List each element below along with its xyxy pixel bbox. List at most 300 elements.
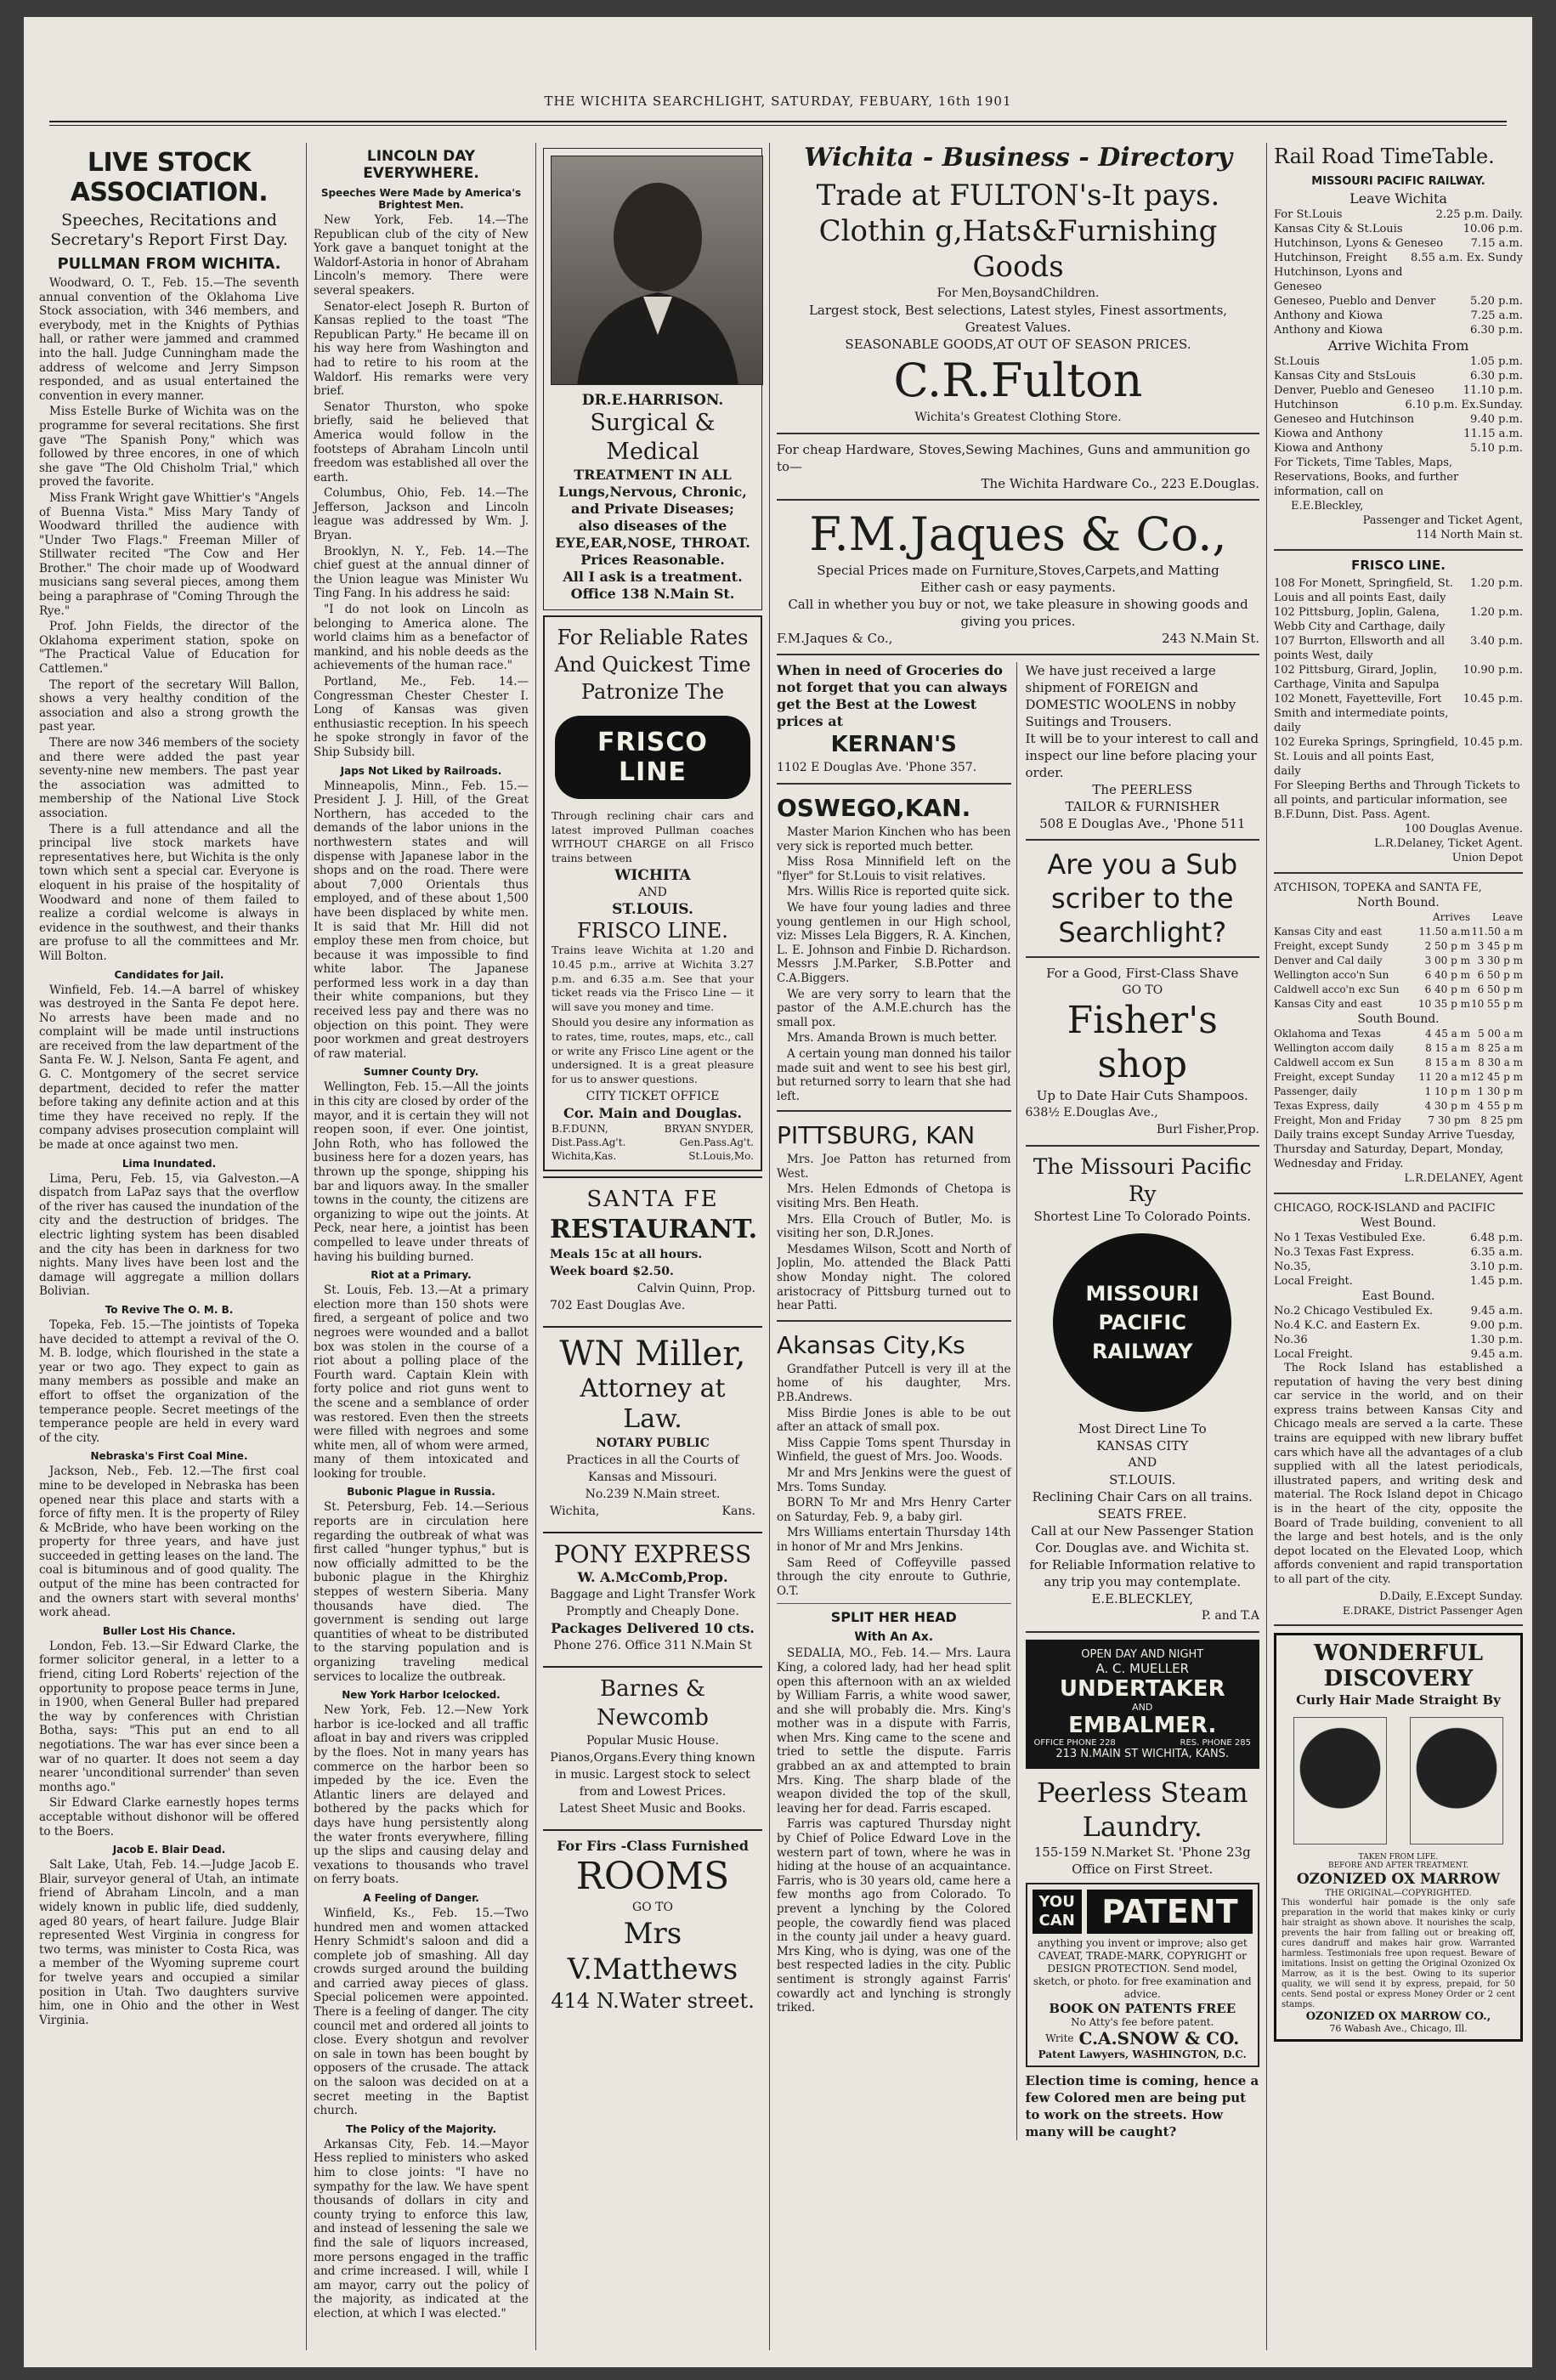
frisco-sig: 100 Douglas Avenue. — [1404, 823, 1523, 836]
harrison-line: Lungs,Nervous, Chronic, — [558, 484, 747, 500]
patent-book: BOOK ON PATENTS FREE — [1049, 2001, 1236, 2016]
mueller-line: UNDERTAKER — [1059, 1676, 1225, 1702]
paragraph: Master Marion Kinchen who has been very sick is reported much better. — [777, 825, 1011, 853]
timetable-cell: 11.10 p.m. — [1463, 384, 1523, 397]
column-rule — [769, 143, 770, 2350]
section-head: To Revive The O. M. B. — [105, 1303, 234, 1316]
paragraph: There is a full attendance and all the principal live stock markets have representatives here, but Wichita is the only town which sent a special car. Everyone is eloquent in his praise of the hospitality of Woodward and none of them failed to realize a cordial welcome is always in evidence in the southwest, and their thanks are profuse to all the committees and Mr. Will Bolton. — [39, 822, 299, 963]
peerless-name: The PEERLESS — [1092, 782, 1193, 797]
portrait-figure — [552, 156, 763, 385]
paragraph: St. Petersburg, Feb. 14.—Serious reports are in circulation here regarding the outbreak of what was first called "hunger typhus," but is now officially admitted to be the bubonic plague in the Khirghiz steppes of western Siberia. Many thousands have died. The government is sending out large quantities of wheat to be distributed to the starving population and is organizing traveling medical services to localize the outbreak. — [314, 1500, 529, 1684]
paragraph: "I do not look on Lincoln as belonging to America alone. The world claims him as a benefactor of mankind, and his noble deeds as the achievements of the human race." — [314, 603, 529, 673]
column-3 — [538, 143, 767, 2350]
paragraph: London, Feb. 13.—Sir Edward Clarke, the former solicitor general, in a letter to a friend, citing Lord Roberts' rejection of the opportunity to propose peace terms in June, in 1900, when General Buller had prepared the way by conferences with Christian Botha, says: "This put an end to all negotiations. The war has ever since been a war of no quarter. It does not seem a day nearer 'unconditional surrender' than seven months ago." — [39, 1639, 299, 1794]
directory-title: Wichita - Business - Directory — [804, 143, 1232, 173]
paragraph: Arkansas City, Feb. 14.—Mayor Hess replied to ministers who asked him to close joints: "I have no sympathy for the law. We have spent thousands of dollars in city and county trying to enforce this law, and instead of lessening the sale we find the sale of liquors increased, more persons engaged in the traffic and crime increased. I will, while I am mayor, carry out the policy of the majority, as indicated at the election, at which I was elected." — [314, 2137, 529, 2320]
paragraph: Mrs. Willis Rice is reported quite sick. — [787, 885, 1010, 899]
mopac-arrive: Arrive Wichita From — [1327, 337, 1469, 354]
article-body — [314, 779, 529, 1062]
column-4a — [777, 662, 1017, 2140]
laundry-line: Peerless Steam — [1036, 1776, 1248, 1809]
pony-line: Baggage and Light Transfer Work — [550, 1588, 755, 1602]
timetable-cell: 10 55 p m — [1470, 998, 1523, 1010]
timetable-row — [1274, 207, 1523, 222]
paragraph: Mrs. Ella Crouch of Butler, Mo. is visiting her son, D.R.Jones. — [777, 1212, 1011, 1241]
ad-rooms — [543, 1829, 762, 2021]
fulton-line: Greatest Values. — [965, 320, 1072, 335]
separator — [777, 654, 1259, 655]
subhead-lincoln: Speeches Were Made by America's Brightest Men. — [320, 187, 522, 211]
separator — [1274, 1193, 1523, 1194]
atchison-head: ATCHISON, TOPEKA and SANTA FE, — [1274, 881, 1482, 894]
searchlight-line: Are you a Sub — [1047, 848, 1238, 881]
mopac-sig: P. and T.A — [1201, 1609, 1259, 1623]
paragraph: Mr and Mrs Jenkins were the guest of Mrs. Toms Sunday. — [777, 1465, 1011, 1494]
split-body — [777, 1646, 1011, 2014]
santafe-line: RESTAURANT. — [550, 1215, 758, 1245]
mueller-line: OFFICE PHONE 228 — [1033, 1738, 1116, 1748]
timetable-cell: For St.Louis — [1274, 208, 1343, 221]
timetable-cell: 8.55 a.m. Ex. Sundy — [1411, 252, 1523, 264]
oswego-body — [777, 825, 1011, 1103]
separator — [1274, 1624, 1523, 1626]
ad-barnes-newcomb — [543, 1666, 762, 1824]
paragraph: We are very sorry to learn that the pastor of the A.M.E.church has the small pox. — [777, 987, 1011, 1029]
fulton-name: C.R.Fulton — [893, 354, 1143, 407]
timetable-row — [1274, 939, 1523, 954]
column-4b — [1026, 662, 1260, 2140]
timetable-row — [1274, 294, 1523, 309]
harrison-line: All I ask is a treatment. — [563, 569, 743, 585]
paragraph: SEDALIA, MO., Feb. 14.— Mrs. Laura King, a colored lady, had her head split open this afternoon with an ax wielded by William Farris, a white wood sawer, and she will probably die. Mrs. King's mother was in a dispute with Farris, when Mrs. King came to the scene and tried to settle the dispute. Farris grabbed an ax and attempted to brain Mrs. King. The sharp blade of the weapon divided the top of the skull, leaving her for dead. Farris escaped. — [777, 1646, 1011, 1816]
santafe-prop: Calvin Quinn, Prop. — [637, 1282, 755, 1296]
timetable-row — [1274, 634, 1523, 663]
pony-line: Promptly and Cheaply Done. — [566, 1605, 739, 1619]
paragraph: Mrs. Amanda Brown is much better. — [787, 1031, 998, 1046]
patent-fee: No Atty's fee before patent. — [1071, 2016, 1214, 2028]
timetable-row — [1274, 1085, 1523, 1099]
timetable-cell: Kiowa and Anthony — [1274, 428, 1383, 440]
mueller-line: EMBALMER. — [1068, 1713, 1217, 1738]
timetable-cell: 4 30 p m — [1424, 1100, 1470, 1112]
jaques-line: Call in whether you buy or not, we take pleasure in showing goods and giving you prices. — [788, 597, 1248, 629]
separator — [1026, 839, 1260, 841]
timetable-cell: 6.35 a.m. — [1470, 1246, 1523, 1259]
election-note: Election time is coming, hence a few Colored men are being put to work on the streets. How many will be caught? — [1025, 2073, 1259, 2139]
section-head: Candidates for Jail. — [114, 968, 224, 981]
timetable-row — [1274, 1070, 1523, 1085]
separator — [777, 783, 1011, 785]
timetable-cell: 11.15 a.m. — [1463, 428, 1523, 440]
section-head: Bubonic Plague in Russia. — [347, 1486, 495, 1499]
timetable-cell: 8 30 a m — [1478, 1057, 1523, 1068]
timetable-row — [1274, 398, 1523, 412]
rock-head: CHICAGO, ROCK-ISLAND and PACIFIC — [1274, 1202, 1496, 1215]
paragraph: Wellington, Feb. 15.—All the joints in this city are closed by order of the mayor, and it is certain they will not reopen soon, if ever. One jointist, John Roth, who has followed the business here for a dozen years, has thrown up the sponge, shipping his bar and liquors away. In the smaller towns in the county, the citizens are organizing to wipe out the joints. At Peck, near here, a jointist has been compelled to leave under threats of having his building burned. — [314, 1080, 529, 1264]
rock-sig: E.DRAKE, District Passenger Agen — [1343, 1604, 1523, 1617]
timetable-cell: 1.30 p.m. — [1470, 1334, 1523, 1346]
timetable-cell: 8 15 a m — [1425, 1057, 1470, 1068]
fulton-line: Largest stock, Best selections, Latest styles, Finest assortments, — [808, 303, 1228, 318]
timetable-row — [1274, 997, 1523, 1012]
pittsburg-head: PITTSBURG, KAN — [777, 1121, 976, 1150]
miller-name: WN Miller, — [559, 1334, 746, 1374]
rooms-line: 414 N.Water street. — [551, 1989, 755, 2014]
mopac-line: ST.LOUIS. — [1109, 1472, 1176, 1488]
barnes-line: Pianos,Organs.Every thing known — [550, 1751, 755, 1765]
ad-patent — [1026, 1883, 1260, 2067]
laundry-line: Laundry. — [1082, 1810, 1202, 1843]
timetable-cell: Denver, Pueblo and Geneseo — [1274, 384, 1434, 397]
timetable-cell: 10.06 p.m. — [1463, 223, 1523, 235]
timetable-cell: 1.20 p.m. — [1470, 577, 1523, 590]
timetable-cell: No 1 Texas Vestibuled Exe. — [1274, 1232, 1426, 1244]
timetable-cell: No.4 K.C. and Eastern Ex. — [1274, 1319, 1421, 1332]
mopac-head: MISSOURI PACIFIC RAILWAY. — [1311, 175, 1485, 188]
peerless-body: We have just received a large shipment of FOREIGN and DOMESTIC WOOLENS in nobby Suitings and Trousers. — [1025, 663, 1236, 729]
split-sub: With An Ax. — [854, 1630, 934, 1645]
frisco-agent2: BRYAN SNYDER, — [664, 1123, 754, 1136]
column-rule — [1266, 143, 1267, 2350]
timetable-cell: 4 45 a m — [1425, 1028, 1470, 1040]
pony-line: W. A.McComb,Prop. — [577, 1569, 728, 1586]
frisco-body: Should you desire any information as to rates, time, routes, maps, etc., call or write any Frisco Line agent or the undersigned. It is a great pleasure for us to answer questions. — [552, 1016, 754, 1085]
section-head: Lima Inundated. — [122, 1157, 217, 1170]
timetable-row — [1274, 1245, 1523, 1260]
article-body — [314, 2138, 529, 2321]
timetable-row — [1274, 968, 1523, 983]
mueller-line: 213 N.MAIN ST WICHITA, KANS. — [1055, 1748, 1230, 1760]
ad-harrison — [543, 148, 762, 610]
timetable-cell: 6 50 p m — [1477, 983, 1523, 995]
rooms-line: Mrs V.Matthews — [567, 1917, 738, 1987]
timetable-cell: Local Freight. — [1274, 1348, 1353, 1361]
harrison-line: and Private Diseases; — [571, 501, 734, 517]
timetable-cell: 6.30 p.m. — [1470, 370, 1523, 382]
ad-hardware — [777, 441, 1259, 492]
timetable-cell: Kansas City and StsLouis — [1274, 370, 1416, 382]
column-rule — [306, 143, 307, 2350]
harrison-line: TREATMENT IN ALL — [574, 467, 732, 483]
ox-body: This wonderful hair pomade is the only safe preparation in the world that makes kinky or curly hair straight as shown above. It nourishes the scalp, prevents the hair from falling out or breaking off, cures dandruff and makes hair grow. Warranted harmless. Testimonials free upon request. Beware of imitations. Insist on getting the Original Ozonized Ox Marrow, as it is the best. Owing to its superior quality, we will send it by express, prepaid, for 50 cents. Send postal or express Money Order or 2 cent stamps. — [1282, 1897, 1515, 2009]
ad-fisher — [1026, 965, 1260, 1138]
frisco-sig: Union Depot — [1451, 852, 1523, 864]
timetable-cell: 1 30 p m — [1477, 1085, 1523, 1097]
article-body — [39, 1858, 299, 2027]
ad-kernan — [777, 662, 1011, 776]
timetable-cell: St.Louis — [1274, 355, 1320, 368]
ad-ox-marrow — [1274, 1633, 1523, 2042]
timetable-cell: Hutchinson — [1274, 399, 1338, 411]
timetable-cell: Geneseo, Pueblo and Denver — [1274, 295, 1436, 308]
fisher-line: Up to Date Hair Cuts Shampoos. — [1036, 1088, 1248, 1103]
rock-east-table — [1274, 1304, 1523, 1362]
article-body — [314, 1080, 529, 1264]
searchlight-line: scriber to the — [1051, 882, 1234, 915]
paragraph: Miss Estelle Burke of Wichita was on the programme for several recitations. She first gave "The Spanish Pony," which was followed by three encores, in one of which she gave "The Old Chisholm Trial," which proved the favorite. — [39, 405, 299, 490]
timetable-cell: 10.90 p.m. — [1463, 664, 1523, 677]
article-body — [314, 213, 529, 760]
timetable-row — [1274, 1099, 1523, 1114]
timetable-row — [1274, 983, 1523, 997]
timetable-cell: 9.45 a.m. — [1470, 1348, 1523, 1361]
atchison-col-head: Leave — [1491, 911, 1523, 923]
column-1 — [34, 143, 304, 2350]
timetable-cell: 6.30 p.m. — [1470, 324, 1523, 337]
hardware-line: For cheap Hardware, Stoves,Sewing Machines, Guns and ammunition go to— — [777, 442, 1251, 474]
harrison-line: Office 138 N.Main St. — [570, 586, 735, 602]
timetable-row — [1274, 1260, 1523, 1274]
timetable-cell: 9.40 p.m. — [1470, 413, 1523, 426]
paragraph: A certain young man donned his tailor made suit and went to see his best girl, but returned sorry to learn that she had left. — [777, 1046, 1011, 1103]
frisco-line-name: FRISCO LINE. — [577, 919, 728, 944]
paragraph: Miss Rosa Minnifield left on the "flyer" for St.Louis to visit relatives. — [777, 855, 1011, 883]
pittsburg-body — [777, 1153, 1011, 1313]
frisco-and: AND — [638, 886, 667, 900]
timetable-cell: 3 00 p m — [1424, 955, 1470, 966]
arkansas-head: Akansas City,Ks — [777, 1330, 965, 1359]
timetable-cell: 9.00 p.m. — [1470, 1319, 1523, 1332]
rock-body: The Rock Island has established a reputation of having the very best dining car service in the world, and on their express trains between Kansas City and Chicago meals are served a la carte. These trains are equipped with new library buffet cars which have all the advantages of a club supplied with all the latest periodicals, illustrated papers, and writing desk and material. The Rock Island depot in Chicago is in the heart of the city, opposite the Board of Trade building, convenient to all the large and best hotels, and is the only depot located on the Elevated Loop, which affords convenient and rapid transportation to all part of the city. — [1274, 1362, 1523, 1586]
timetable-cell: 3.40 p.m. — [1470, 635, 1523, 648]
paragraph: There are now 346 members of the society and there were added the past year seventy-nine new members. The past year the association was admitted to membership of the National Live Stock association. — [39, 736, 299, 820]
separator — [1274, 549, 1523, 551]
timetable-cell: Kiowa and Anthony — [1274, 442, 1383, 455]
ad-peerless-tailor — [1026, 662, 1260, 832]
timetable-cell: 1.05 p.m. — [1470, 355, 1523, 368]
subhead-pullman: PULLMAN FROM WICHITA. — [57, 255, 281, 273]
rooms-line: For Firs -Class Furnished — [557, 1838, 749, 1855]
timetable-cell: 4 55 p m — [1477, 1100, 1523, 1112]
paragraph: St. Louis, Feb. 13.—At a primary election more than 150 shots were fired, a sergeant of police and two negroes were wounded and a ballot box was stolen in the course of a riot about a polling place of the Fourth ward. Captain Klein with forty police and riot guns went to the scene and a semblance of order was restored. Even then the streets were filled with negroes and some white men, all of whom were armed, many of them intoxicated and looking for trouble. — [314, 1284, 529, 1481]
ox-line: DISCOVERY — [1323, 1665, 1474, 1692]
timetable-row — [1274, 1304, 1523, 1318]
timetable-cell: 6 40 p m — [1424, 969, 1470, 981]
timetable-cell: Freight, Mon and Friday — [1274, 1114, 1401, 1126]
rock-sig: D.Daily, E.Except Sunday. — [1378, 1590, 1523, 1603]
timetable-row — [1274, 692, 1523, 735]
kernan-address: 1102 E Douglas Ave. 'Phone 357. — [777, 761, 977, 774]
barnes-line: from and Lowest Prices. — [579, 1785, 727, 1799]
timetable-cell: Hutchinson, Lyons & Geneseo — [1274, 237, 1444, 250]
timetable-cell: Wellington accom daily — [1274, 1042, 1395, 1054]
separator — [1274, 872, 1523, 874]
timetable-row — [1274, 1318, 1523, 1333]
ad-santa-fe — [543, 1176, 762, 1321]
column-rule — [535, 143, 536, 2350]
timetable-row — [1274, 663, 1523, 692]
frisco-agent2-title: Gen.Pass.Ag't. — [679, 1136, 754, 1149]
atchison-north: North Bound. — [1357, 896, 1440, 910]
paragraph: Miss Frank Wright gave Whittier's "Angels of Buenna Vista." Miss Mary Tandy of Woodward thrilled the audience with "Under Two Flags." Freeman Miller of Stillwater recited "The Cow and Her Brother." The choir made up of Woodward musicians sang several pieces, among them being a paraphrase of "Coming Through the Rye." — [39, 490, 299, 618]
headline-lincoln-day: LINCOLN DAY EVERYWHERE. — [363, 148, 479, 182]
pony-line: Phone 276. Office 311 N.Main St — [553, 1639, 752, 1653]
frisco-note: For Sleeping Berths and Through Tickets to all points, and particular information, see — [1274, 779, 1520, 807]
timetable-cell: 7 30 pm — [1428, 1114, 1470, 1126]
mopac-line: SEATS FREE. — [1097, 1506, 1187, 1522]
miller-line: Practices in all the Courts of — [566, 1454, 739, 1468]
laundry-line: 155-159 N.Market St. 'Phone 23g — [1033, 1844, 1251, 1860]
fisher-line: For a Good, First-Class Shave — [1046, 966, 1239, 981]
subhead-live-stock: Speeches, Recitations and Secretary's Report First Day. — [50, 211, 288, 249]
paragraph: Minneapolis, Minn., Feb. 15.—President J. J. Hill, of the Great Northern, has acceded to the demands of the labor unions in the northwestern states and will dispense with Japanese labor in the shops and on the road. There were about 7,000 Orientals thus employed, and of these about 1,500 have been displaced by white men. It is said that Mr. Hill did not employ these men from choice, but because it was impossible to find white labor. The Japanese performed less work in a day than their white companions, but they received less pay and there was no objection on this point. They were poor workmen and great destroyers of raw material. — [314, 779, 529, 1061]
fisher-line: GO TO — [1122, 983, 1163, 997]
timetable-row — [1274, 954, 1523, 968]
santafe-address: 702 East Douglas Ave. — [550, 1299, 686, 1313]
mopac-line: AND — [1128, 1456, 1157, 1470]
timetable-row — [1274, 576, 1523, 605]
timetable-cell: No.35, — [1274, 1261, 1311, 1273]
frisco-body: Through reclining chair cars and latest improved Pullman coaches WITHOUT CHARGE on all Frisco trains between — [552, 809, 754, 864]
section-head: The Policy of the Majority. — [345, 2122, 497, 2135]
paragraph: Miss Birdie Jones is able to be out after an attack of small pox. — [777, 1406, 1011, 1435]
timetable-cell: Hutchinson, Freight Hutchinson, Lyons and Geneseo — [1274, 252, 1403, 293]
ox-address: 76 Wabash Ave., Chicago, Ill. — [1329, 2022, 1468, 2034]
paragraph: Farris was captured Thursday night by Chief of Police Edward Love in the western part of town, where he was in hiding at the house of an acquaintance. Farris, who is 30 years old, came here a few months ago from Colorado. To prevent a lynching by the Colored people, the cowardly fiend was placed in the county jail under a heavy guard. Mrs King, who is dying, was one of the best respected ladies in the city. Public sentiment is strongly against Farris' cowardly act and lynching is strongly triked. — [777, 1817, 1011, 2015]
paragraph: Topeka, Feb. 15.—The jointists of Topeka have decided to attempt a revival of the O. M. B. lodge, which flourished in the state a year or two ago. They expect to gain as many members as possible and make an effort to offset the organization of the temperance people. Secret meetings of the temperance people are held in every ward of the city. — [39, 1318, 299, 1445]
timetable-cell: 7.25 a.m. — [1470, 309, 1523, 322]
oswego-head: OSWEGO,KAN. — [777, 794, 971, 822]
frisco-agent2-city: St.Louis,Mo. — [688, 1150, 754, 1163]
patent-you: YOU — [1038, 1893, 1075, 1911]
paragraph: Columbus, Ohio, Feb. 14.—The Jefferson, Jackson and Lincoln league was addressed by Wm. J. Bryan. — [314, 486, 529, 543]
mueller-line: RES. PHONE 285 — [1180, 1738, 1251, 1748]
timetable-row — [1274, 383, 1523, 398]
timetable-row — [1274, 1114, 1523, 1128]
paragraph: Woodward, O. T., Feb. 15.—The seventh annual convention of the Oklahoma Live Stock association, with 346 members, and everybody, met in the Knights of Pythias hall, or rather were jammed and crammed into the hall. Judge Cunningham made the address of welcome and Jerry Simpson responded, and as usual entertained the convention in every manner. — [39, 276, 299, 403]
timetable-row — [1274, 441, 1523, 456]
timetable-row — [1274, 1333, 1523, 1347]
timetable-cell: 2 50 p m — [1424, 940, 1470, 952]
before-after-image — [1282, 1717, 1515, 1844]
paragraph: Mrs Williams entertain Thursday 14th in honor of Mr and Mrs Jenkins. — [777, 1526, 1011, 1554]
paragraph: Mrs. Joe Patton has returned from West. — [777, 1153, 1011, 1181]
harrison-line: also diseases of the — [578, 518, 727, 534]
harrison-line: EYE,EAR,NOSE, THROAT. — [555, 535, 750, 551]
frisco-table — [1274, 576, 1523, 779]
miller-line: No.239 N.Main street. — [585, 1488, 721, 1502]
patent-word: PATENT — [1087, 1890, 1253, 1934]
frisco-body: Trains leave Wichita at 1.20 and 10.45 p.m., arrive at Wichita 3.27 p.m. and 6.35 a.m. See that your ticket reads via the Frisco Line — it will save you money and time. — [552, 944, 754, 1013]
timetable-cell: 3 30 p m — [1477, 955, 1523, 966]
timetable-cell: Oklahoma and Texas — [1274, 1028, 1382, 1040]
timetable-row — [1274, 1041, 1523, 1056]
timetable-cell: 8 15 a m — [1425, 1042, 1470, 1054]
timetable-cell: 102 Pittsburg, Girard, Joplin, Carthage, Vinita and Sapulpa — [1274, 664, 1440, 691]
fisher-address: 638½ E.Douglas Ave., — [1025, 1106, 1158, 1119]
patent-body: anything you invent or improve; also get CAVEAT, TRADE-MARK, COPYRIGHT or DESIGN PROTECTION. Send model, sketch, or photo. for free examination and advice. — [1033, 1937, 1252, 2000]
ad-laundry — [1026, 1776, 1260, 1878]
timetable-cell: 10.45 p.m. — [1463, 736, 1523, 749]
timetable-row — [1274, 309, 1523, 323]
article-body — [314, 1907, 529, 2118]
ox-name: OZONIZED OX MARROW — [1296, 1870, 1501, 1888]
timetable-cell: 5.10 p.m. — [1470, 442, 1523, 455]
frisco-office: CITY TICKET OFFICE — [586, 1090, 720, 1104]
searchlight-line: Searchlight? — [1058, 916, 1227, 949]
kernan-name: KERNAN'S — [830, 732, 957, 757]
mopac-logo-word: PACIFIC — [1098, 1311, 1186, 1334]
timetable-cell: Wellington acco'n Sun — [1274, 969, 1389, 981]
miller-line: NOTARY PUBLIC — [596, 1436, 710, 1451]
paragraph: Jackson, Neb., Feb. 12.—The first coal mine to be developed in Nebraska has been opened near this place and starts with a force of fifty men. It is the property of Riley & McBride, who have been working on the property for three years, and have just succeeded in getting leases on the land. The coal is bituminous and of good quality. The output of the mine has been contracted for and the owners start with several months' work ahead. — [39, 1465, 299, 1620]
hardware-line: The Wichita Hardware Co., 223 E.Douglas. — [981, 476, 1259, 491]
frisco-city: WICHITA — [614, 867, 691, 885]
paragraph: Winfield, Feb. 14.—A barrel of whiskey was destroyed in the Santa Fe depot here. No arrests have been made and no complaint will be made until instructions are received from the law department of the Santa Fe. W. J. Nelson, Santa Fe agent, and G. C. Montgomery of the secret service department, decided to refer the matter before taking any definite action and at this time they have received no reply. If the company advises prosecution complaint will be made at once against two men. — [39, 983, 299, 1153]
ad-pony-express — [543, 1532, 762, 1661]
frisco-head: FRISCO LINE. — [1351, 558, 1446, 573]
jaques-name: F.M.Jaques & Co., — [809, 507, 1227, 561]
timetable-cell: 6 50 p m — [1477, 969, 1523, 981]
article-body — [39, 1640, 299, 1839]
mopac-sig: E.E.Bleckley, — [1291, 500, 1364, 513]
mopac-line: Most Direct Line To — [1078, 1421, 1207, 1436]
timetable-cell: Anthony and Kiowa — [1274, 309, 1383, 322]
masthead — [24, 17, 1532, 140]
paragraph: Lima, Peru, Feb. 15, via Galveston.—A dispatch from LaPaz says that the overflow of the river has caused the inundation of the city and the destruction of bridges. The electric lighting system has been disabled and the city has been in darkness for two nights. Many lives have been lost and the damage will aggregate a million dollars Bolivian. — [39, 1171, 299, 1299]
timetable-cell: Texas Express, daily — [1274, 1100, 1379, 1112]
separator — [777, 1603, 1011, 1604]
patent-firm2: Patent Lawyers, WASHINGTON, D.C. — [1038, 2048, 1247, 2060]
barnes-line: Latest Sheet Music and Books. — [559, 1802, 746, 1816]
mopac-sig: Passenger and Ticket Agent, — [1362, 514, 1523, 527]
timetable-row — [1274, 1274, 1523, 1289]
timetable-cell: Local Freight. — [1274, 1275, 1353, 1288]
after-head-image — [1410, 1717, 1503, 1844]
dateline: THE WICHITA SEARCHLIGHT, SATURDAY, FEBUARY, 16th 1901 — [544, 94, 1012, 109]
miller-state: Kans. — [721, 1504, 755, 1519]
mopac-note: For Tickets, Time Tables, Maps, Reservations, Books, and further information, call on — [1274, 456, 1459, 498]
paragraph: Winfield, Ks., Feb. 15.—Two hundred men and women attacked Henry Schmidt's saloon and did a complete job of smashing. All day crowds surged around the building and carried away pieces of glass. Special policemen were appointed. There is a feeling of danger. The city council met and ordered all joints to close. Every shotgun and revolver on sale in town has been bought by opposers of the crusade. The attack on the saloon was decided on at a secret meeting in the Baptist church. — [314, 1906, 529, 2118]
santafe-line: SANTA FE — [586, 1187, 719, 1213]
fisher-prop: Burl Fisher,Prop. — [1156, 1123, 1259, 1136]
timetable-cell: 5.20 p.m. — [1470, 295, 1523, 308]
pony-line: Packages Delivered 10 cts. — [551, 1620, 755, 1637]
ad-fulton — [777, 178, 1259, 426]
atchison-col-head: Arrives — [1432, 911, 1470, 923]
frisco-line: For Reliable Rates — [557, 626, 749, 649]
paragraph: New York, Feb. 12.—New York harbor is ice-locked and all traffic afloat in bay and rivers was crippled by the floes. Not in many years has commerce on the harbor been so impeded by the ice. Even the Atlantic liners are delayed and bothered by the packs which for days have hung persistently along the water fronts everywhere, filling up the slips and causing delay and vexations to thousands who travel on ferry boats. — [314, 1703, 529, 1887]
patent-write: Write — [1045, 2032, 1074, 2044]
paragraph: Mrs. Helen Edmonds of Chetopa is visiting Mrs. Ben Heath. — [777, 1182, 1011, 1211]
timetable-cell: No.36 — [1274, 1334, 1308, 1346]
article-body — [39, 1465, 299, 1620]
timetable-cell: 108 For Monett, Springfield, St. Louis and all points East, daily — [1274, 577, 1454, 604]
mopac-line: KANSAS CITY — [1096, 1438, 1189, 1454]
peerless-body: It will be to your interest to call and inspect our line before placing your order. — [1025, 731, 1259, 780]
timetable-cell: No.3 Texas Fast Express. — [1274, 1246, 1415, 1259]
frisco-agent1-city: Wichita,Kas. — [552, 1150, 617, 1163]
frisco-address: Cor. Main and Douglas. — [563, 1105, 742, 1122]
fulton-line: Trade at FULTON's-It pays. — [816, 178, 1220, 212]
ad-searchlight — [1026, 847, 1260, 949]
timetable-row — [1274, 354, 1523, 369]
frisco-logo: FRISCO LINE — [555, 716, 750, 799]
timetable-row — [1274, 735, 1523, 779]
timetable-cell: Kansas City and east — [1274, 998, 1383, 1010]
timetable-row — [1274, 1347, 1523, 1362]
arkansas-body — [777, 1363, 1011, 1599]
section-head: Sumner County Dry. — [363, 1066, 479, 1079]
article-body — [314, 1284, 529, 1481]
patent-firm: C.A.SNOW & CO. — [1078, 2028, 1240, 2048]
frisco-sig: L.R.Delaney, Ticket Agent. — [1374, 837, 1523, 850]
paragraph: Portland, Me., Feb. 14.—Congressman Chester Chester I. Long of Kansas was given enthusiastic reception. In his speech he spoke strongly in favor of the Ship Subsidy bill. — [314, 675, 529, 759]
timetable-cell: 8 25 pm — [1480, 1114, 1523, 1126]
timetable-cell: 107 Burrton, Ellsworth and all points West, daily — [1274, 635, 1446, 662]
harrison-name: DR.E.HARRISON. — [581, 392, 724, 409]
jaques-line: Either cash or easy payments. — [920, 580, 1116, 595]
